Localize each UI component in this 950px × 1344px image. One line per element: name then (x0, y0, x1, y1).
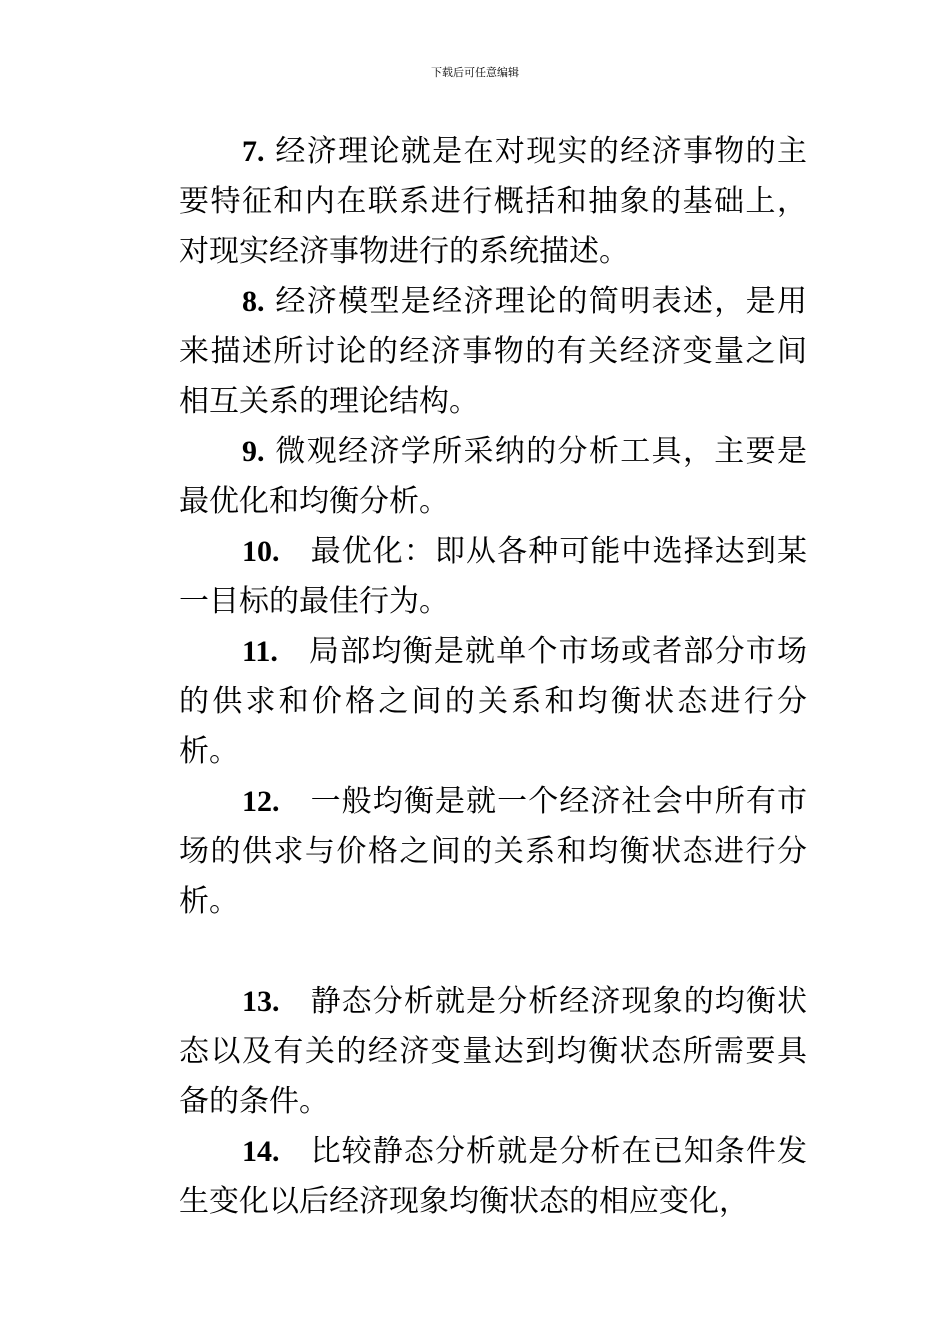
paragraph-text: 经济模型是经济理论的简明表述，是用来描述所讨论的经济事物的有关经济变量之间相互关系的理论结构。 (179, 284, 807, 419)
paragraph-number: 7. (242, 135, 265, 168)
paragraph-9 (179, 427, 807, 527)
document-body (179, 127, 807, 1227)
paragraph-number: 9. (242, 435, 265, 468)
paragraph-7 (179, 127, 807, 277)
paragraph-number: 12. (242, 785, 280, 818)
paragraph-text: 局部均衡是就单个市场或者部分市场的供求和价格之间的关系和均衡状态进行分析。 (179, 634, 807, 769)
paragraph-text: 微观经济学所采纳的分析工具，主要是最优化和均衡分析。 (179, 434, 807, 519)
paragraph-10 (179, 527, 807, 627)
paragraph-number: 10. (242, 535, 280, 568)
paragraph-text: 最优化：即从各种可能中选择达到某一目标的最佳行为。 (179, 534, 807, 619)
paragraph-text: 比较静态分析就是分析在已知条件发生变化以后经济现象均衡状态的相应变化， (179, 1134, 807, 1219)
paragraph-11 (179, 627, 807, 777)
paragraph-13 (179, 977, 807, 1127)
paragraph-number: 11. (242, 635, 278, 668)
paragraph-number: 14. (242, 1135, 280, 1168)
paragraph-text: 经济理论就是在对现实的经济事物的主要特征和内在联系进行概括和抽象的基础上，对现实经济事物进行的系统描述。 (179, 134, 807, 269)
page-header: 下载后可任意编辑 (431, 66, 519, 79)
paragraph-14 (179, 1127, 807, 1227)
paragraph-number: 13. (242, 985, 280, 1018)
paragraph-text: 一般均衡是就一个经济社会中所有市场的供求与价格之间的关系和均衡状态进行分析。 (179, 784, 807, 919)
paragraph-text: 静态分析就是分析经济现象的均衡状态以及有关的经济变量达到均衡状态所需要具备的条件。 (179, 984, 807, 1119)
paragraph-number: 8. (242, 285, 265, 318)
paragraph-8 (179, 277, 807, 427)
blank-line (179, 927, 807, 977)
paragraph-12 (179, 777, 807, 927)
